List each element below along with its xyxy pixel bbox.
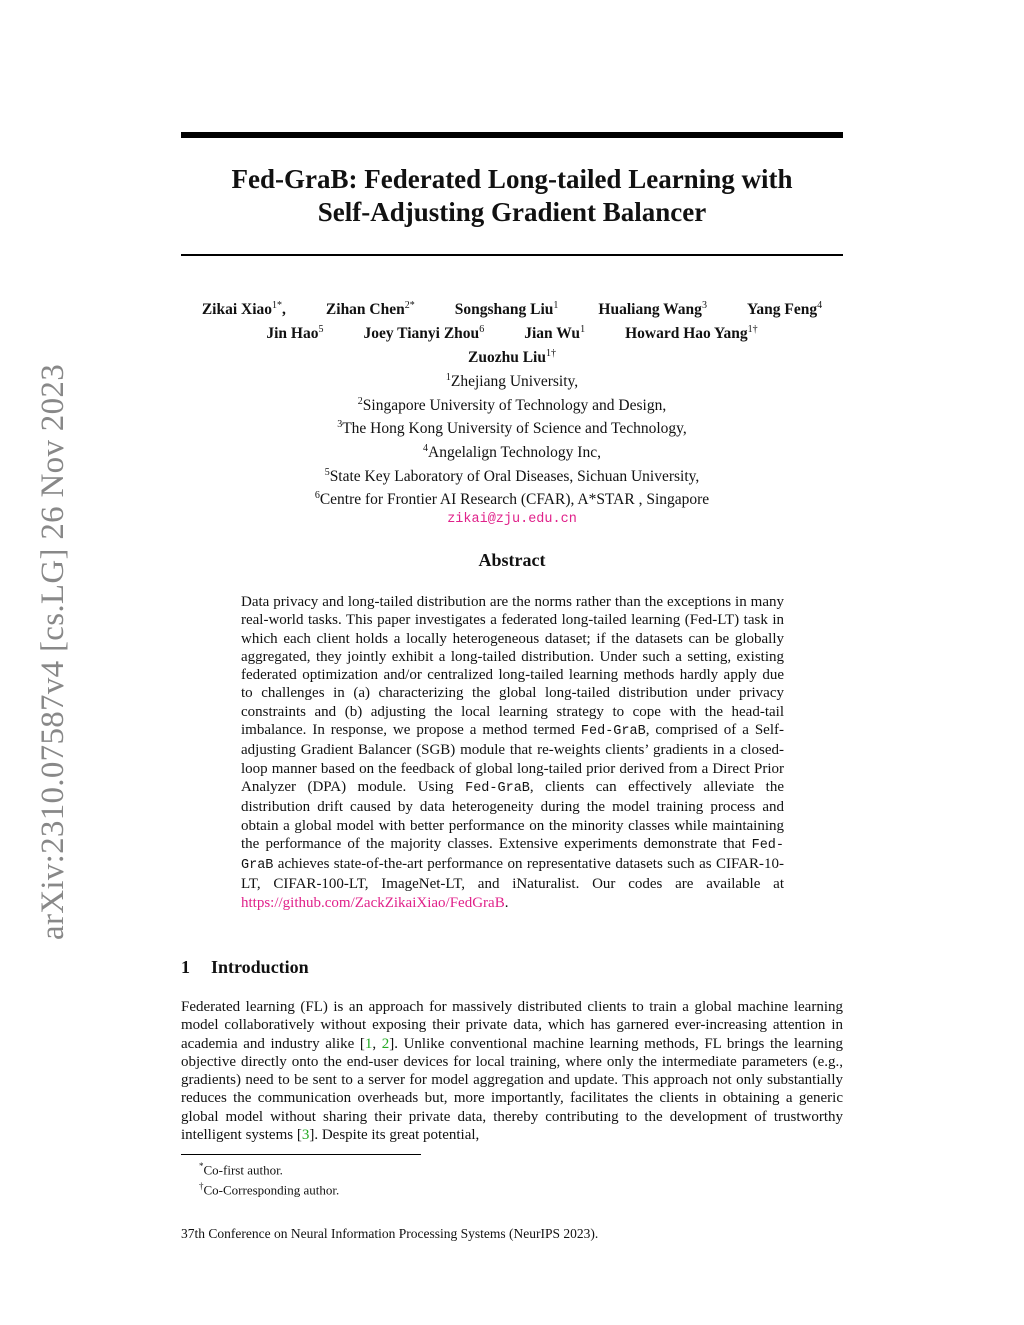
- title-line-2: Self-Adjusting Gradient Balancer: [317, 197, 707, 227]
- contact-email-link[interactable]: zikai@zju.edu.cn: [447, 511, 577, 527]
- abstract-heading: Abstract: [478, 550, 546, 570]
- affiliation: $^2$Singapore University of Technology and Design,: [357, 395, 667, 414]
- author: Jian Wu$^1$: [524, 324, 586, 343]
- affiliations: [181, 368, 843, 529]
- authors-row-2: [181, 324, 843, 343]
- footnotes: [199, 1158, 339, 1199]
- author: Joey Tianyi Zhou$^6$: [363, 324, 485, 343]
- author: Zikai Xiao$^{1*}$,: [201, 300, 286, 319]
- author: Howard Hao Yang$^{1\dagger}$: [625, 324, 758, 343]
- footnote: *Co-first author.: [199, 1161, 283, 1178]
- title-rule-top: [181, 132, 843, 138]
- author: Hualiang Wang$^3$: [598, 300, 707, 319]
- footnote-rule: [181, 1154, 421, 1155]
- method-name: Fed-GraB: [241, 837, 784, 874]
- affiliation: $^3$The Hong Kong University of Science and Technology,: [337, 419, 687, 438]
- section-heading-introduction: [181, 957, 309, 978]
- method-name: Fed-GraB: [465, 780, 530, 796]
- authors-row-3: [181, 348, 843, 367]
- affiliation: $^6$Centre for Frontier AI Research (CFAR), A*STAR , Singapore: [314, 490, 710, 509]
- affiliation: $^5$State Key Laboratory of Oral Diseases, Sichuan University,: [324, 466, 700, 485]
- paper-title: [181, 163, 843, 229]
- title-line-1: Fed-GraB: Federated Long-tailed Learning with: [231, 164, 793, 194]
- citation-link[interactable]: 3: [301, 1127, 310, 1144]
- arxiv-stamp: arXiv:2310.07587v4 [cs.LG] 26 Nov 2023: [35, 364, 71, 940]
- affiliation: $^4$Angelalign Technology Inc,: [423, 442, 601, 462]
- venue-note: 37th Conference on Neural Information Processing Systems (NeurIPS 2023).: [181, 1226, 599, 1241]
- author: Songshang Liu$^1$: [454, 300, 559, 319]
- code-repository-link[interactable]: https://github.com/ZackZikaiXiao/FedGraB: [241, 894, 505, 911]
- title-rule-bottom: [181, 254, 843, 256]
- author: Zihan Chen$^{2*}$: [325, 300, 415, 319]
- footnote: †Co-Corresponding author.: [199, 1181, 340, 1198]
- abstract-body: Data privacy and long-tailed distribution are the norms rather than the exceptions in many real-world tasks. This paper investigates a federated long-tailed learning (Fed-LT) task in which each client holds a locally heterogeneous dataset; if the datasets can be globally aggregated, they jointly exhibit a long-tailed distribution. Under such a setting, existing federated optimization and/or centralized long-tailed learning methods hardly apply due to challenges in (a) characterizing the global long-tailed distribution under privacy constraints and (b) adjusting the local learning strategy to cope with the head-tail imbalance. In response, we propose a method termed Fed-GraB, comprised of a Self-adjusting Gradient Balancer (SGB) module that re-weights clients’ gradients in a closed-loop manner based on the feedback of global long-tailed prior derived from a Direct Prior Analyzer (DPA) module. Using Fed-GraB, clients can effectively alleviate the distribution drift caused by data heterogeneity during the model training process and obtain a global model with better performance on the minority classes while maintaining the performance of the majority classes. Extensive experiments demonstrate that Fed-GraB achieves state-of-the-art performance on representative datasets such as CIFAR-10-LT, CIFAR-100-LT, ImageNet-LT, and iNaturalist. Our codes are available at https://github.com/ZackZikaiXiao/FedGraB.: [241, 594, 785, 911]
- author: Yang Feng$^4$: [746, 300, 823, 319]
- section-title: Introduction: [211, 957, 309, 977]
- introduction-body: Federated learning (FL) is an approach for massively distributed clients to train a global machine learning model collaboratively without exposing their private data, which has garnered ever-increasing attention in academia and industry alike [1, 2]. Unlike conventional machine learning methods, FL brings the learning objective directly onto the end-user devices for local training, where only the intermediate parameters (e.g., gradients) need to be sent to a server for model aggregation and update. This approach not only substantially reduces the communication overheads but, more importantly, facilitates the clients in obtaining a generic global model without sharing their private data, thereby contributing to the development of trustworthy intelligent systems [3]. Despite its great potential,: [181, 999, 843, 1144]
- citation-link[interactable]: 1: [364, 1035, 373, 1052]
- author: Jin Hao$^5$: [266, 324, 324, 343]
- author: Zuozhu Liu$^{1\dagger}$: [468, 348, 556, 367]
- section-number: 1: [181, 957, 190, 977]
- method-name: Fed-GraB: [580, 724, 646, 740]
- citation-link[interactable]: 2: [381, 1035, 390, 1052]
- affiliation: $^1$Zhejiang University,: [445, 372, 579, 391]
- authors-row-1: [181, 300, 843, 319]
